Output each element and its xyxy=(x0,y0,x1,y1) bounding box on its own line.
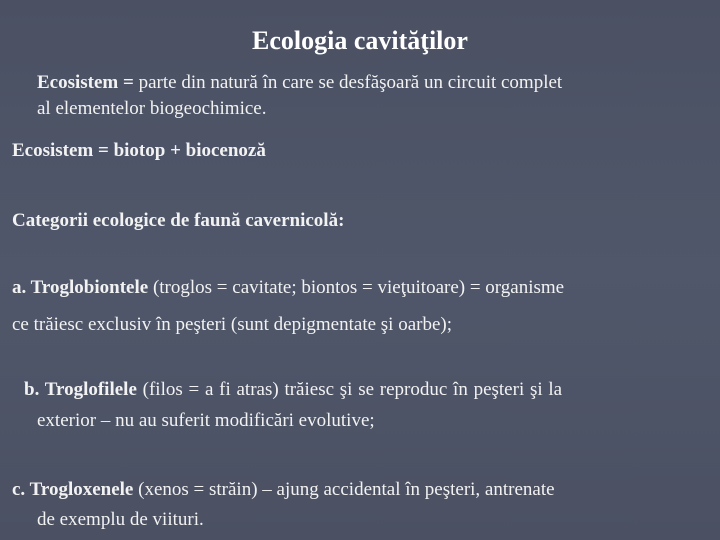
item-c-line-2: de exemplu de viituri. xyxy=(37,509,204,530)
ecosystem-equation: Ecosistem = biotop + biocenoză xyxy=(12,140,266,161)
item-c-text: (xenos = străin) – ajung accidental în peşteri, antrenate xyxy=(133,479,555,500)
item-c-line-1 xyxy=(12,477,555,503)
definition-text: parte din natură în care se desfăşoară un circuit complet xyxy=(138,72,563,93)
item-a-term: a. Troglobiontele xyxy=(12,277,149,298)
slide-title: Ecologia cavităţilor xyxy=(252,26,468,55)
item-b-term: b. Troglofilele xyxy=(24,379,137,400)
item-b-line-2: exterior – nu au suferit modificări evolutive; xyxy=(37,410,375,431)
item-b-text: (filos = a fi atras) trăiesc şi se reproduc în peşteri şi la xyxy=(136,379,563,400)
definition-line-2: al elementelor biogeochimice. xyxy=(37,98,267,119)
categories-heading: Categorii ecologice de faună cavernicolă: xyxy=(12,210,345,231)
definition-line-1 xyxy=(37,70,562,96)
item-b-line-1 xyxy=(24,377,562,403)
item-a-line-1 xyxy=(12,275,564,301)
item-a-text: (troglos = cavitate; biontos = vieţuitoare) = organisme xyxy=(148,277,565,298)
item-a-line-2: ce trăiesc exclusiv în peşteri (sunt depigmentate şi oarbe); xyxy=(12,314,453,335)
definition-term: Ecosistem = xyxy=(37,72,139,93)
item-c-term: c. Trogloxenele xyxy=(12,479,134,500)
